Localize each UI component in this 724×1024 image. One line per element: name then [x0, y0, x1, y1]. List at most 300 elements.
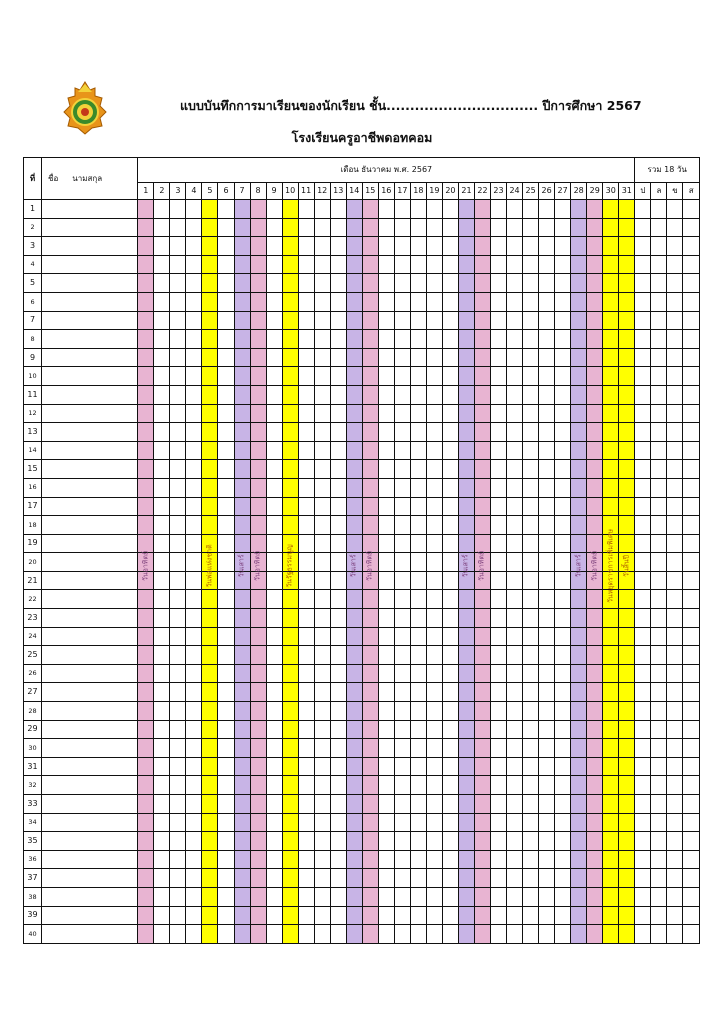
attendance-cell[interactable] — [330, 795, 346, 814]
attendance-cell[interactable] — [378, 646, 394, 665]
attendance-cell[interactable] — [138, 441, 154, 460]
attendance-cell[interactable] — [378, 813, 394, 832]
attendance-cell[interactable] — [330, 813, 346, 832]
attendance-cell[interactable] — [507, 218, 523, 237]
attendance-cell[interactable] — [555, 869, 571, 888]
attendance-cell[interactable] — [266, 627, 282, 646]
summary-cell[interactable] — [683, 776, 700, 795]
attendance-cell[interactable] — [170, 590, 186, 609]
attendance-cell[interactable] — [619, 776, 635, 795]
attendance-cell[interactable] — [218, 702, 234, 721]
attendance-cell[interactable] — [587, 720, 603, 739]
attendance-cell[interactable] — [314, 795, 330, 814]
attendance-cell[interactable] — [154, 627, 170, 646]
attendance-cell[interactable] — [266, 255, 282, 274]
attendance-cell[interactable] — [442, 460, 458, 479]
summary-cell[interactable] — [651, 776, 667, 795]
attendance-cell[interactable] — [362, 218, 378, 237]
attendance-cell[interactable] — [491, 553, 507, 572]
attendance-cell[interactable] — [186, 869, 202, 888]
attendance-cell[interactable] — [539, 534, 555, 553]
attendance-cell[interactable] — [410, 720, 426, 739]
attendance-cell[interactable] — [442, 646, 458, 665]
attendance-cell[interactable] — [587, 702, 603, 721]
attendance-cell[interactable] — [314, 311, 330, 330]
attendance-cell[interactable] — [603, 385, 619, 404]
attendance-cell[interactable] — [186, 757, 202, 776]
attendance-cell[interactable] — [266, 460, 282, 479]
attendance-cell[interactable] — [170, 255, 186, 274]
attendance-cell[interactable] — [298, 255, 314, 274]
student-name-cell[interactable] — [42, 404, 138, 423]
attendance-cell[interactable] — [394, 832, 410, 851]
attendance-cell[interactable] — [314, 813, 330, 832]
attendance-cell[interactable] — [426, 311, 442, 330]
attendance-cell[interactable] — [603, 739, 619, 758]
attendance-cell[interactable] — [234, 292, 250, 311]
attendance-cell[interactable] — [218, 385, 234, 404]
attendance-cell[interactable] — [426, 200, 442, 219]
summary-cell[interactable] — [667, 404, 683, 423]
attendance-cell[interactable] — [378, 348, 394, 367]
student-name-cell[interactable] — [42, 795, 138, 814]
attendance-cell[interactable] — [410, 627, 426, 646]
attendance-cell[interactable] — [555, 292, 571, 311]
attendance-cell[interactable] — [202, 497, 218, 516]
summary-cell[interactable] — [683, 757, 700, 776]
attendance-cell[interactable] — [250, 850, 266, 869]
attendance-cell[interactable] — [234, 776, 250, 795]
attendance-cell[interactable] — [298, 925, 314, 944]
student-name-cell[interactable] — [42, 609, 138, 628]
attendance-cell[interactable] — [314, 274, 330, 293]
attendance-cell[interactable] — [507, 646, 523, 665]
attendance-cell[interactable] — [474, 404, 490, 423]
attendance-cell[interactable] — [619, 534, 635, 553]
attendance-cell[interactable] — [186, 311, 202, 330]
attendance-cell[interactable] — [491, 255, 507, 274]
attendance-cell[interactable] — [362, 925, 378, 944]
attendance-cell[interactable] — [571, 423, 587, 442]
attendance-cell[interactable] — [603, 609, 619, 628]
attendance-cell[interactable] — [491, 795, 507, 814]
summary-cell[interactable] — [683, 720, 700, 739]
student-name-cell[interactable] — [42, 516, 138, 535]
attendance-cell[interactable] — [330, 460, 346, 479]
summary-cell[interactable] — [683, 683, 700, 702]
attendance-cell[interactable] — [282, 683, 298, 702]
attendance-cell[interactable] — [491, 925, 507, 944]
attendance-cell[interactable] — [298, 237, 314, 256]
summary-cell[interactable] — [635, 925, 651, 944]
attendance-cell[interactable] — [234, 627, 250, 646]
attendance-cell[interactable] — [266, 274, 282, 293]
summary-cell[interactable] — [667, 925, 683, 944]
attendance-cell[interactable] — [555, 720, 571, 739]
attendance-cell[interactable] — [410, 441, 426, 460]
attendance-cell[interactable] — [298, 460, 314, 479]
attendance-cell[interactable] — [330, 478, 346, 497]
attendance-cell[interactable] — [346, 497, 362, 516]
attendance-cell[interactable] — [410, 478, 426, 497]
attendance-cell[interactable] — [523, 460, 539, 479]
attendance-cell[interactable] — [474, 237, 490, 256]
attendance-cell[interactable] — [298, 571, 314, 590]
attendance-cell[interactable] — [394, 404, 410, 423]
attendance-cell[interactable] — [218, 367, 234, 386]
attendance-cell[interactable] — [346, 218, 362, 237]
attendance-cell[interactable] — [298, 646, 314, 665]
attendance-cell[interactable] — [314, 627, 330, 646]
attendance-cell[interactable] — [170, 497, 186, 516]
attendance-cell[interactable] — [426, 906, 442, 925]
attendance-cell[interactable] — [266, 776, 282, 795]
attendance-cell[interactable] — [314, 200, 330, 219]
attendance-cell[interactable] — [426, 385, 442, 404]
summary-cell[interactable] — [683, 497, 700, 516]
attendance-cell[interactable] — [138, 609, 154, 628]
attendance-cell[interactable] — [170, 311, 186, 330]
attendance-cell[interactable] — [250, 404, 266, 423]
attendance-cell[interactable] — [474, 385, 490, 404]
attendance-cell[interactable] — [186, 571, 202, 590]
attendance-cell[interactable] — [250, 590, 266, 609]
attendance-cell[interactable] — [266, 534, 282, 553]
attendance-cell[interactable] — [234, 887, 250, 906]
attendance-cell[interactable] — [202, 869, 218, 888]
attendance-cell[interactable] — [587, 311, 603, 330]
attendance-cell[interactable] — [330, 664, 346, 683]
attendance-cell[interactable] — [170, 534, 186, 553]
attendance-cell[interactable] — [202, 850, 218, 869]
attendance-cell[interactable] — [410, 739, 426, 758]
attendance-cell[interactable] — [571, 218, 587, 237]
attendance-cell[interactable] — [250, 720, 266, 739]
attendance-cell[interactable] — [202, 311, 218, 330]
summary-cell[interactable] — [667, 460, 683, 479]
attendance-cell[interactable] — [138, 274, 154, 293]
attendance-cell[interactable] — [234, 478, 250, 497]
summary-cell[interactable] — [651, 516, 667, 535]
attendance-cell[interactable] — [587, 664, 603, 683]
student-name-cell[interactable] — [42, 869, 138, 888]
attendance-cell[interactable] — [555, 757, 571, 776]
attendance-cell[interactable] — [314, 776, 330, 795]
attendance-cell[interactable] — [202, 887, 218, 906]
attendance-cell[interactable] — [523, 906, 539, 925]
attendance-cell[interactable] — [442, 534, 458, 553]
attendance-cell[interactable] — [426, 795, 442, 814]
attendance-cell[interactable] — [539, 292, 555, 311]
attendance-cell[interactable] — [234, 348, 250, 367]
attendance-cell[interactable] — [154, 850, 170, 869]
attendance-cell[interactable] — [330, 776, 346, 795]
attendance-cell[interactable] — [218, 627, 234, 646]
summary-cell[interactable] — [635, 702, 651, 721]
attendance-cell[interactable] — [362, 646, 378, 665]
attendance-cell[interactable] — [603, 795, 619, 814]
attendance-cell[interactable] — [619, 497, 635, 516]
attendance-cell[interactable] — [491, 367, 507, 386]
attendance-cell[interactable] — [458, 887, 474, 906]
attendance-cell[interactable] — [539, 274, 555, 293]
student-name-cell[interactable] — [42, 274, 138, 293]
attendance-cell[interactable] — [314, 609, 330, 628]
attendance-cell[interactable] — [138, 702, 154, 721]
attendance-cell[interactable] — [426, 776, 442, 795]
attendance-cell[interactable] — [491, 274, 507, 293]
attendance-cell[interactable] — [394, 720, 410, 739]
attendance-cell[interactable] — [266, 200, 282, 219]
attendance-cell[interactable] — [138, 330, 154, 349]
attendance-cell[interactable] — [410, 795, 426, 814]
attendance-cell[interactable] — [234, 423, 250, 442]
attendance-cell[interactable] — [426, 534, 442, 553]
attendance-cell[interactable] — [507, 850, 523, 869]
attendance-cell[interactable] — [587, 460, 603, 479]
attendance-cell[interactable] — [298, 497, 314, 516]
attendance-cell[interactable] — [346, 237, 362, 256]
summary-cell[interactable] — [683, 609, 700, 628]
attendance-cell[interactable] — [474, 218, 490, 237]
attendance-cell[interactable] — [282, 330, 298, 349]
attendance-cell[interactable] — [539, 255, 555, 274]
attendance-cell[interactable] — [330, 757, 346, 776]
attendance-cell[interactable] — [378, 367, 394, 386]
attendance-cell[interactable] — [491, 330, 507, 349]
attendance-cell[interactable] — [250, 255, 266, 274]
attendance-cell[interactable] — [266, 553, 282, 572]
attendance-cell[interactable] — [587, 925, 603, 944]
summary-cell[interactable] — [635, 200, 651, 219]
attendance-cell[interactable] — [426, 664, 442, 683]
student-name-cell[interactable] — [42, 367, 138, 386]
attendance-cell[interactable] — [362, 683, 378, 702]
attendance-cell[interactable] — [202, 609, 218, 628]
summary-cell[interactable] — [667, 553, 683, 572]
attendance-cell[interactable] — [250, 330, 266, 349]
summary-cell[interactable] — [683, 292, 700, 311]
attendance-cell[interactable] — [603, 906, 619, 925]
attendance-cell[interactable] — [458, 497, 474, 516]
attendance-cell[interactable] — [266, 664, 282, 683]
attendance-cell[interactable] — [218, 497, 234, 516]
attendance-cell[interactable] — [314, 330, 330, 349]
attendance-cell[interactable] — [507, 404, 523, 423]
attendance-cell[interactable] — [186, 739, 202, 758]
attendance-cell[interactable] — [394, 739, 410, 758]
summary-cell[interactable] — [683, 274, 700, 293]
attendance-cell[interactable] — [571, 720, 587, 739]
attendance-cell[interactable] — [298, 627, 314, 646]
summary-cell[interactable] — [651, 478, 667, 497]
attendance-cell[interactable] — [587, 497, 603, 516]
attendance-cell[interactable] — [298, 516, 314, 535]
summary-cell[interactable] — [651, 720, 667, 739]
attendance-cell[interactable] — [314, 590, 330, 609]
attendance-cell[interactable] — [202, 237, 218, 256]
attendance-cell[interactable] — [346, 869, 362, 888]
attendance-cell[interactable] — [426, 330, 442, 349]
summary-cell[interactable] — [667, 646, 683, 665]
attendance-cell[interactable] — [298, 869, 314, 888]
summary-cell[interactable] — [667, 274, 683, 293]
attendance-cell[interactable] — [458, 850, 474, 869]
attendance-cell[interactable] — [266, 757, 282, 776]
student-name-cell[interactable] — [42, 460, 138, 479]
attendance-cell[interactable] — [539, 925, 555, 944]
attendance-cell[interactable] — [587, 404, 603, 423]
attendance-cell[interactable] — [491, 869, 507, 888]
attendance-cell[interactable] — [154, 887, 170, 906]
attendance-cell[interactable] — [539, 385, 555, 404]
summary-cell[interactable] — [683, 218, 700, 237]
summary-cell[interactable] — [635, 720, 651, 739]
attendance-cell[interactable] — [266, 646, 282, 665]
summary-cell[interactable] — [651, 534, 667, 553]
attendance-cell[interactable] — [394, 627, 410, 646]
summary-cell[interactable] — [683, 646, 700, 665]
attendance-cell[interactable] — [202, 255, 218, 274]
attendance-cell[interactable] — [491, 832, 507, 851]
attendance-cell[interactable] — [507, 739, 523, 758]
attendance-cell[interactable] — [282, 441, 298, 460]
attendance-cell[interactable] — [250, 776, 266, 795]
attendance-cell[interactable] — [186, 627, 202, 646]
summary-cell[interactable] — [683, 255, 700, 274]
attendance-cell[interactable] — [186, 553, 202, 572]
attendance-cell[interactable] — [218, 441, 234, 460]
attendance-cell[interactable] — [202, 441, 218, 460]
attendance-cell[interactable] — [571, 516, 587, 535]
attendance-cell[interactable] — [266, 218, 282, 237]
attendance-cell[interactable] — [603, 832, 619, 851]
attendance-cell[interactable] — [378, 460, 394, 479]
attendance-cell[interactable] — [266, 571, 282, 590]
attendance-cell[interactable] — [282, 292, 298, 311]
attendance-cell[interactable] — [571, 795, 587, 814]
attendance-cell[interactable] — [346, 423, 362, 442]
summary-cell[interactable] — [635, 795, 651, 814]
summary-cell[interactable] — [667, 850, 683, 869]
summary-cell[interactable] — [683, 348, 700, 367]
attendance-cell[interactable] — [234, 646, 250, 665]
attendance-cell[interactable] — [282, 925, 298, 944]
attendance-cell[interactable] — [410, 497, 426, 516]
attendance-cell[interactable] — [410, 571, 426, 590]
attendance-cell[interactable] — [458, 348, 474, 367]
summary-cell[interactable] — [667, 776, 683, 795]
attendance-cell[interactable] — [346, 776, 362, 795]
attendance-cell[interactable] — [507, 385, 523, 404]
attendance-cell[interactable] — [378, 497, 394, 516]
attendance-cell[interactable] — [282, 404, 298, 423]
attendance-cell[interactable] — [170, 292, 186, 311]
summary-cell[interactable] — [651, 757, 667, 776]
attendance-cell[interactable] — [202, 925, 218, 944]
attendance-cell[interactable] — [218, 683, 234, 702]
attendance-cell[interactable] — [507, 757, 523, 776]
attendance-cell[interactable] — [346, 590, 362, 609]
attendance-cell[interactable] — [314, 869, 330, 888]
attendance-cell[interactable] — [491, 813, 507, 832]
attendance-cell[interactable] — [298, 887, 314, 906]
summary-cell[interactable] — [683, 627, 700, 646]
attendance-cell[interactable] — [298, 776, 314, 795]
attendance-cell[interactable] — [507, 869, 523, 888]
attendance-cell[interactable] — [202, 218, 218, 237]
attendance-cell[interactable] — [250, 218, 266, 237]
attendance-cell[interactable] — [571, 348, 587, 367]
attendance-cell[interactable] — [362, 850, 378, 869]
attendance-cell[interactable] — [346, 887, 362, 906]
attendance-cell[interactable] — [186, 237, 202, 256]
attendance-cell[interactable] — [587, 330, 603, 349]
attendance-cell[interactable] — [603, 720, 619, 739]
summary-cell[interactable] — [651, 869, 667, 888]
attendance-cell[interactable] — [394, 850, 410, 869]
attendance-cell[interactable] — [539, 441, 555, 460]
attendance-cell[interactable] — [346, 906, 362, 925]
summary-cell[interactable] — [667, 255, 683, 274]
attendance-cell[interactable] — [378, 832, 394, 851]
attendance-cell[interactable] — [571, 292, 587, 311]
attendance-cell[interactable] — [154, 590, 170, 609]
attendance-cell[interactable] — [555, 330, 571, 349]
attendance-cell[interactable] — [282, 460, 298, 479]
attendance-cell[interactable] — [571, 404, 587, 423]
attendance-cell[interactable] — [234, 850, 250, 869]
attendance-cell[interactable] — [266, 795, 282, 814]
attendance-cell[interactable] — [138, 850, 154, 869]
attendance-cell[interactable] — [250, 200, 266, 219]
summary-cell[interactable] — [651, 237, 667, 256]
summary-cell[interactable] — [635, 237, 651, 256]
attendance-cell[interactable] — [394, 441, 410, 460]
attendance-cell[interactable] — [491, 702, 507, 721]
attendance-cell[interactable] — [154, 571, 170, 590]
attendance-cell[interactable] — [378, 292, 394, 311]
attendance-cell[interactable] — [154, 385, 170, 404]
student-name-cell[interactable] — [42, 925, 138, 944]
attendance-cell[interactable] — [170, 906, 186, 925]
student-name-cell[interactable] — [42, 813, 138, 832]
attendance-cell[interactable] — [266, 330, 282, 349]
summary-cell[interactable] — [683, 534, 700, 553]
attendance-cell[interactable] — [234, 813, 250, 832]
attendance-cell[interactable] — [474, 274, 490, 293]
attendance-cell[interactable] — [474, 869, 490, 888]
attendance-cell[interactable] — [218, 237, 234, 256]
summary-cell[interactable] — [651, 292, 667, 311]
attendance-cell[interactable] — [378, 925, 394, 944]
attendance-cell[interactable] — [458, 330, 474, 349]
attendance-cell[interactable] — [218, 757, 234, 776]
attendance-cell[interactable] — [619, 739, 635, 758]
attendance-cell[interactable] — [555, 534, 571, 553]
attendance-cell[interactable] — [186, 776, 202, 795]
attendance-cell[interactable] — [474, 906, 490, 925]
attendance-cell[interactable] — [362, 441, 378, 460]
attendance-cell[interactable] — [330, 609, 346, 628]
summary-cell[interactable] — [635, 906, 651, 925]
attendance-cell[interactable] — [571, 646, 587, 665]
attendance-cell[interactable] — [330, 200, 346, 219]
attendance-cell[interactable] — [426, 720, 442, 739]
attendance-cell[interactable] — [298, 404, 314, 423]
attendance-cell[interactable] — [491, 237, 507, 256]
summary-cell[interactable] — [651, 274, 667, 293]
